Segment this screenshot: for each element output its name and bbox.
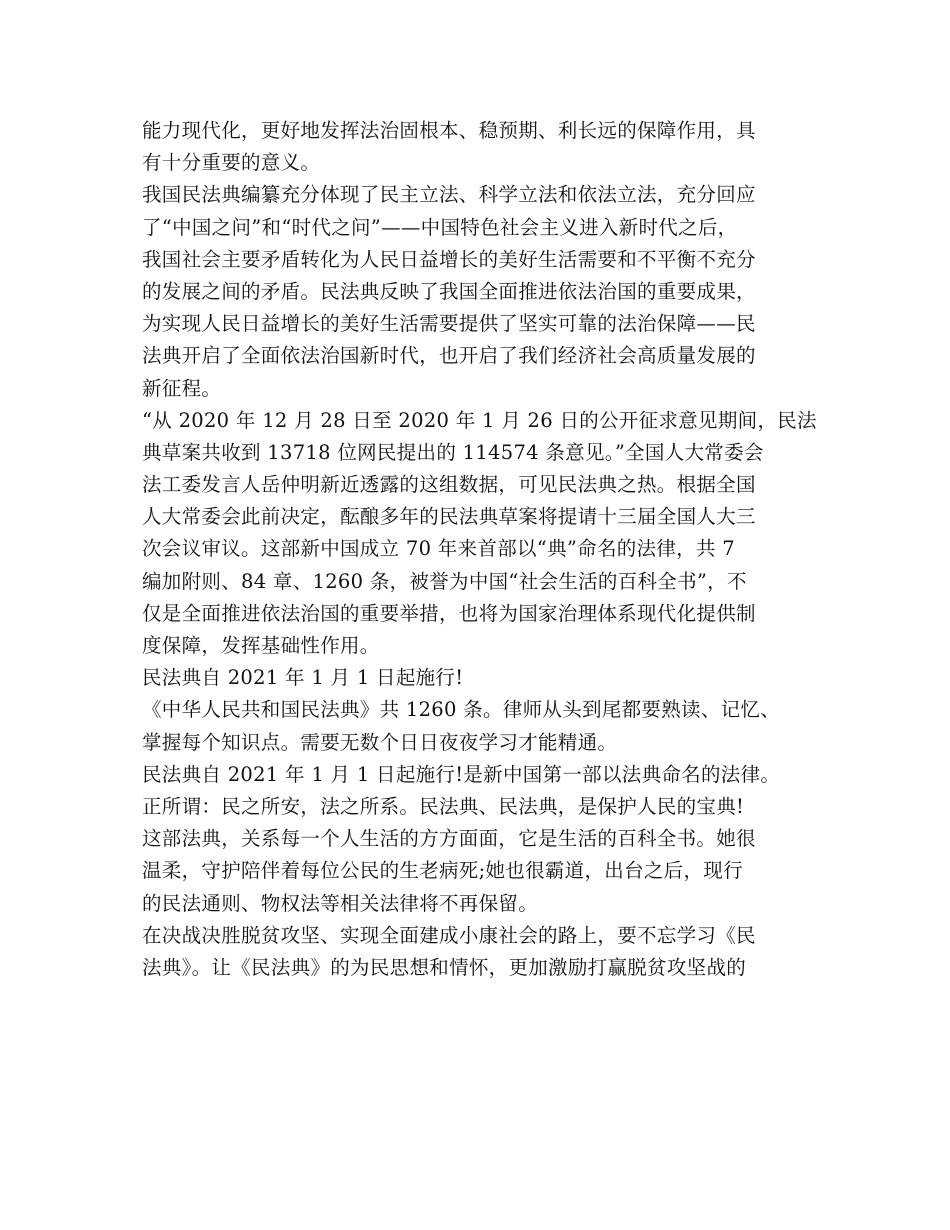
paragraph (142, 405, 822, 663)
text-line: 法典》。让《民法典》的为民思想和情怀，更加激励打赢脱贫攻坚战的 (142, 955, 747, 979)
text-line: 仅是全面推进依法治国的重要举措，也将为国家治理体系现代化提供制 (142, 601, 756, 625)
text-line: 为实现人民日益增长的美好生活需要提供了坚实可靠的法治保障——民 (142, 312, 756, 336)
paragraph (142, 179, 822, 404)
text-line: 的民法通则、物权法等相关法律将不再保留。 (142, 891, 539, 915)
text-line: 我国社会主要矛盾转化为人民日益增长的美好生活需要和不平衡不充分 (142, 247, 756, 271)
text-line: 温柔，守护陪伴着每位公民的生老病死;她也很霸道，出台之后，现行 (142, 859, 743, 883)
text-line: 的发展之间的矛盾。民法典反映了我国全面推进依法治国的重要成果， (142, 279, 756, 303)
text-line: 能力现代化，更好地发挥法治固根本、稳预期、利长远的保障作用，具 (142, 119, 756, 142)
text-line: 编加附则、84 章、1260 条，被誉为中国“社会生活的百科全书”，不 (142, 569, 747, 593)
text-line: 度保障，发挥基础性作用。 (142, 634, 380, 657)
paragraph (142, 115, 822, 179)
text-line: 有十分重要的意义。 (142, 151, 321, 175)
text-line: 《中华人民共和国民法典》共 1260 条。律师从头到尾都要熟读、记忆、 (142, 698, 781, 722)
paragraph (142, 920, 822, 984)
text-line: 新征程。 (142, 376, 222, 400)
text-line: 我国民法典编纂充分体现了民主立法、科学立法和依法立法，充分回应 (142, 183, 756, 207)
text-line: 民法典自 2021 年 1 月 1 日起施行!是新中国第一部以法典命名的法律。 (142, 762, 781, 786)
text-line: 了“中国之问”和“时代之问”——中国特色社会主义进入新时代之后， (142, 215, 738, 239)
text-line: “从 2020 年 12 月 28 日至 2020 年 1 月 26 日的公开征求意见期间，民法 (142, 408, 817, 432)
paragraph (142, 694, 822, 758)
text-line: 典草案共收到 13718 位网民提出的 114574 条意见。”全国人大常委会 (142, 440, 764, 464)
document-body (142, 115, 822, 984)
text-line: 在决战决胜脱贫攻坚、实现全面建成小康社会的路上，要不忘学习《民 (142, 923, 756, 947)
paragraph (142, 759, 822, 791)
text-line: 法工委发言人岳仲明新近透露的这组数据，可见民法典之热。根据全国 (142, 473, 756, 497)
text-line: 人大常委会此前决定，酝酿多年的民法典草案将提请十三届全国人大三 (142, 505, 756, 529)
text-line: 次会议审议。这部新中国成立 70 年来首部以“典”命名的法律，共 7 (142, 537, 735, 561)
paragraph (142, 662, 822, 694)
paragraph (142, 791, 822, 823)
text-line: 掌握每个知识点。需要无数个日日夜夜学习才能精通。 (142, 730, 618, 754)
text-line: 这部法典，关系每一个人生活的方方面面，它是生活的百科全书。她很 (142, 827, 756, 851)
text-line: 民法典自 2021 年 1 月 1 日起施行! (142, 666, 464, 690)
text-line: 法典开启了全面依法治国新时代，也开启了我们经济社会高质量发展的 (142, 344, 756, 368)
text-line: 正所谓：民之所安，法之所系。民法典、民法典，是保护人民的宝典! (142, 794, 745, 818)
paragraph (142, 823, 822, 920)
